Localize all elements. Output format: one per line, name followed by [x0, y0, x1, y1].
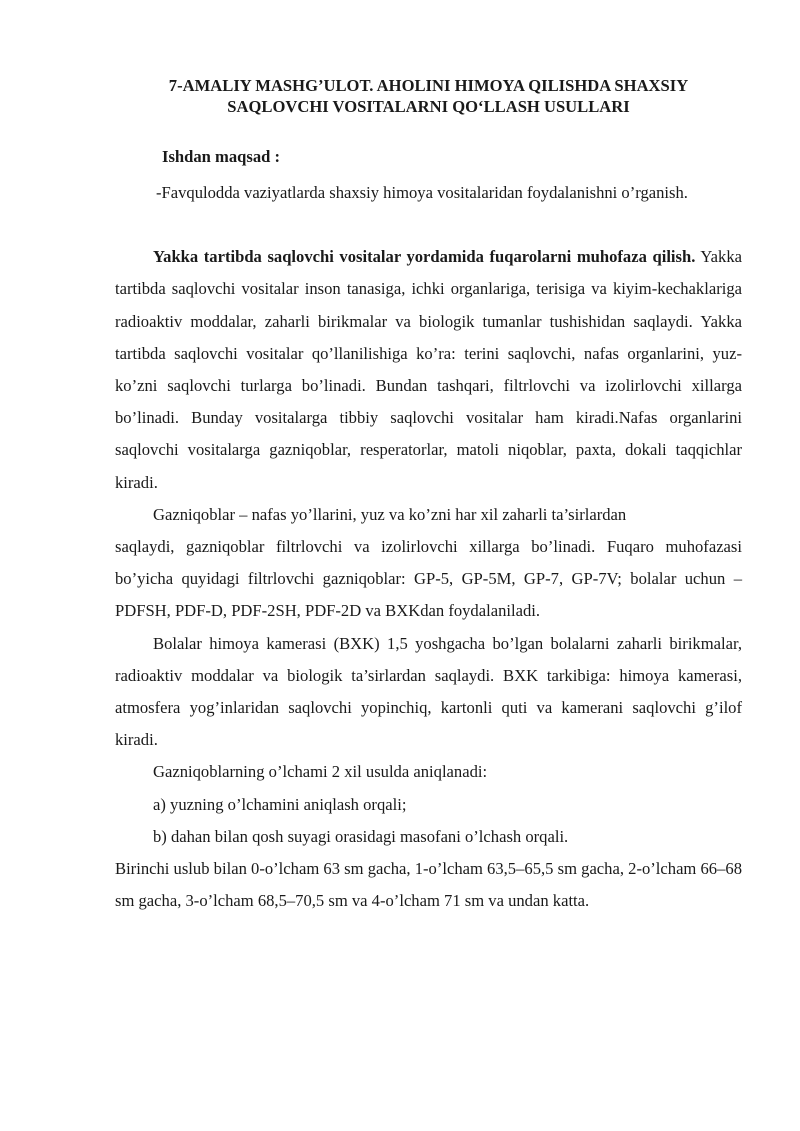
first-method-paragraph: Birinchi uslub bilan 0-o’lcham 63 sm gacha, 1-o’lcham 63,5–65,5 sm gacha, 2-o’lcham 66–68 sm gacha, 3-o’lcham 68,5–70,5 sm va 4-o’lcham 71 sm va undan katta. — [115, 859, 742, 911]
document-title — [115, 76, 742, 117]
title-line-2: SAQLOVCHI VOSITALARNI QO‘LLASH USULLARI — [227, 96, 630, 116]
gasmask-paragraph: saqlaydi, gazniqoblar filtrlovchi va izolirlovchi xillarga bo’linadi. Fuqaro muhofazasi bo’yicha quyidagi filtrlovchi gazniqoblar: GP-5, GP-5M, GP-7, GP-7V; bolalar uchun – PDFSH, PDF-D, PDF-2SH, PDF-2D va BXKdan foydalaniladi. — [115, 537, 742, 621]
spacer — [115, 209, 742, 241]
bxk-paragraph: Bolalar himoya kamerasi (BXK) 1,5 yoshgacha bo’lgan bolalarni zaharli birikmalar, radioaktiv moddalar va biologik ta’sirlardan saqlaydi. BXK tarkibiga: himoya kamerasi, atmosfera yog’inlaridan saqlovchi yopinchiq, kartonli quti va kamerani saqlovchi g’ilof kiradi. — [115, 633, 742, 750]
document-page — [115, 76, 742, 917]
gasmask-line-1: Gazniqoblar – nafas yo’llarini, yuz va ko’zni har xil zaharli ta’sirlardan — [153, 504, 627, 524]
size-intro: Gazniqoblarning o’lchami 2 xil usulda aniqlanadi: — [153, 762, 488, 782]
title-line-1: 7-AMALIY MASHG’ULOT. AHOLINI HIMOYA QILISHDA SHAXSIY — [168, 76, 689, 95]
list-item-a: a) yuzning o’lchamini aniqlash orqali; — [153, 794, 407, 814]
section-text: Yakka tartibda saqlovchi vositalar inson tanasiga, ichki organlariga, terisiga va kiyim-kechaklariga radioaktiv moddalar, zaharli birikmalar va biologik tumanlar tushishidan saqlaydi. Yakka tartibda saqlovchi vositalar qo’llanilishiga ko’ra: terini saqlovchi, nafas organlarini, yuz-ko’zni saqlovchi turlarga bo’linadi. Bundan tashqari, filtrlovchi va izolirlovchi xillarga bo’linadi. Bunday vositalarga tibbiy saqlovchi vositalar ham kiradi.Nafas organlarini saqlovchi vositalarga gazniqoblar, resperatorlar, matoli niqoblar, paxta, dokali taqqichlar kiradi. — [115, 247, 742, 492]
section-paragraph — [115, 241, 742, 499]
list-item-b: b) dahan bilan qosh suyagi orasidagi masofani o’lchash orqali. — [153, 826, 569, 846]
goal-heading: Ishdan maqsad : — [162, 147, 281, 166]
section-heading: Yakka tartibda saqlovchi vositalar yordamida fuqarolarni muhofaza qilish. — [153, 247, 696, 267]
goal-paragraph: -Favqulodda vaziyatlarda shaxsiy himoya vositalaridan foydalanishni o’rganish. — [156, 183, 688, 202]
